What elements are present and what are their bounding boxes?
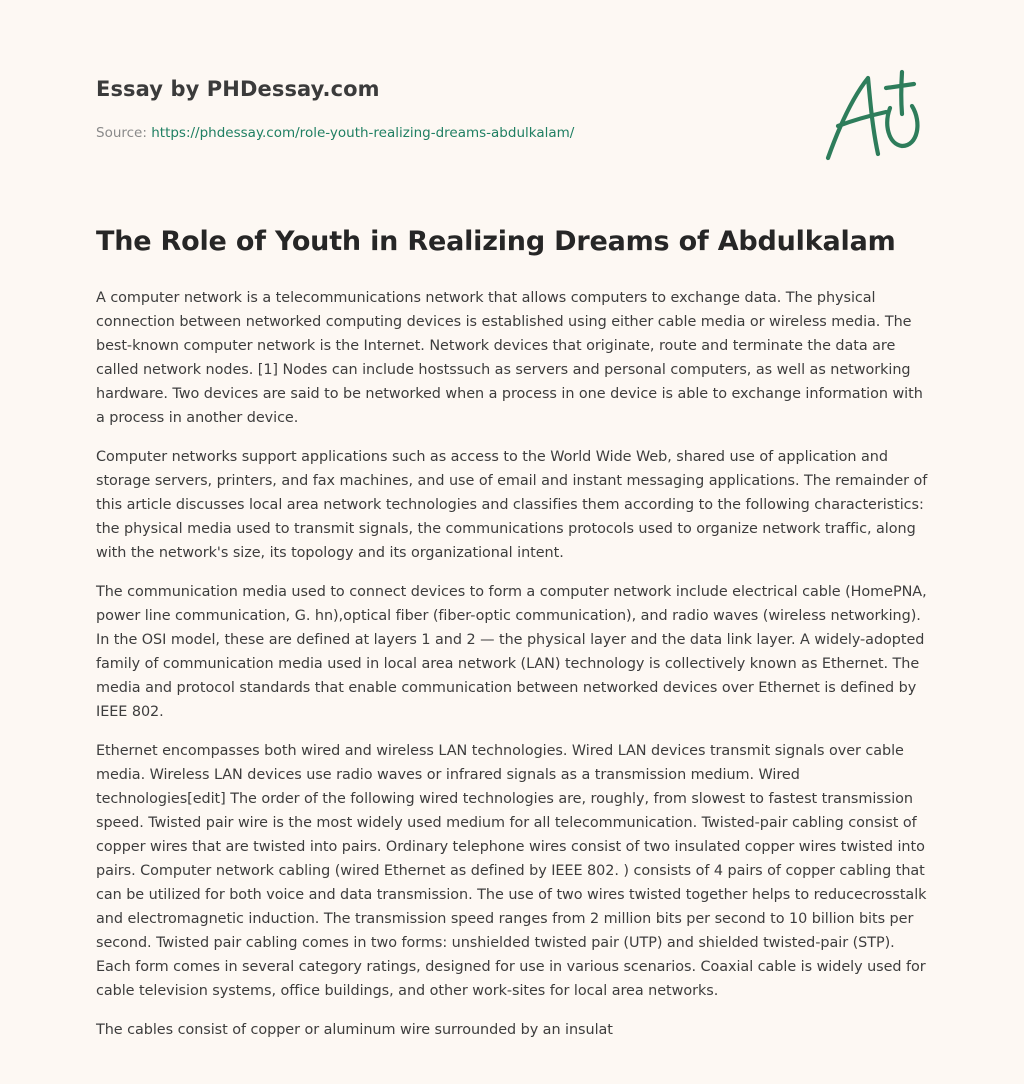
- brand-title: Essay by PHDessay.com: [96, 77, 380, 101]
- a-plus-grade-icon: [824, 68, 928, 164]
- essay-paragraph: A computer network is a telecommunications network that allows computers to exchange data. The physical connection between networked computing devices is established using either cable media or wireless media. The best-known computer network is the Internet. Network devices that originate, route and terminate the data are called network nodes. [1] Nodes can include hostssuch as servers and personal computers, as well as networking hardware. Two devices are said to be networked when a process in one device is able to exchange information with a process in another device.: [96, 290, 923, 426]
- essay-paragraph: The cables consist of copper or aluminum wire surrounded by an insulat: [96, 1022, 613, 1038]
- essay-body: [96, 286, 932, 1057]
- source-line: [96, 125, 574, 141]
- essay-paragraph: Ethernet encompasses both wired and wireless LAN technologies. Wired LAN devices transmit signals over cable media. Wireless LAN devices use radio waves or infrared signals as a transmission medium. Wired technologies[edit] The order of the following wired technologies are, roughly, from slowest to fastest transmission speed. Twisted pair wire is the most widely used medium for all telecommunication. Twisted-pair cabling consist of copper wires that are twisted into pairs. Ordinary telephone wires consist of two insulated copper wires twisted into pairs. Computer network cabling (wired Ethernet as defined by IEEE 802. ) consists of 4 pairs of copper cabling that can be utilized for both voice and data transmission. The use of two wires twisted together helps to reducecrosstalk and electromagnetic induction. The transmission speed ranges from 2 million bits per second to 10 billion bits per second. Twisted pair cabling comes in two forms: unshielded twisted pair (UTP) and shielded twisted-pair (STP). Each form comes in several category ratings, designed for use in various scenarios. Coaxial cable is widely used for cable television systems, office buildings, and other work-sites for local area networks.: [96, 743, 927, 999]
- essay-paragraph: Computer networks support applications such as access to the World Wide Web, shared use of application and storage servers, printers, and fax machines, and use of email and instant messaging applications. The remainder of this article discusses local area network technologies and classifies them according to the following characteristics: the physical media used to transmit signals, the communications protocols used to organize network traffic, along with the network's size, its topology and its organizational intent.: [96, 449, 928, 561]
- essay-paragraph: The communication media used to connect devices to form a computer network include electrical cable (HomePNA, power line communication, G. hn),optical fiber (fiber-optic communication), and radio waves (wireless networking). In the OSI model, these are defined at layers 1 and 2 — the physical layer and the data link layer. A widely-adopted family of communication media used in local area network (LAN) technology is collectively known as Ethernet. The media and protocol standards that enable communication between networked devices over Ethernet is defined by IEEE 802.: [96, 584, 927, 720]
- source-link[interactable]: https://phdessay.com/role-youth-realizing-dreams-abdulkalam/: [151, 125, 575, 141]
- essay-title: The Role of Youth in Realizing Dreams of Abdulkalam: [96, 226, 896, 257]
- source-label: Source:: [96, 125, 152, 141]
